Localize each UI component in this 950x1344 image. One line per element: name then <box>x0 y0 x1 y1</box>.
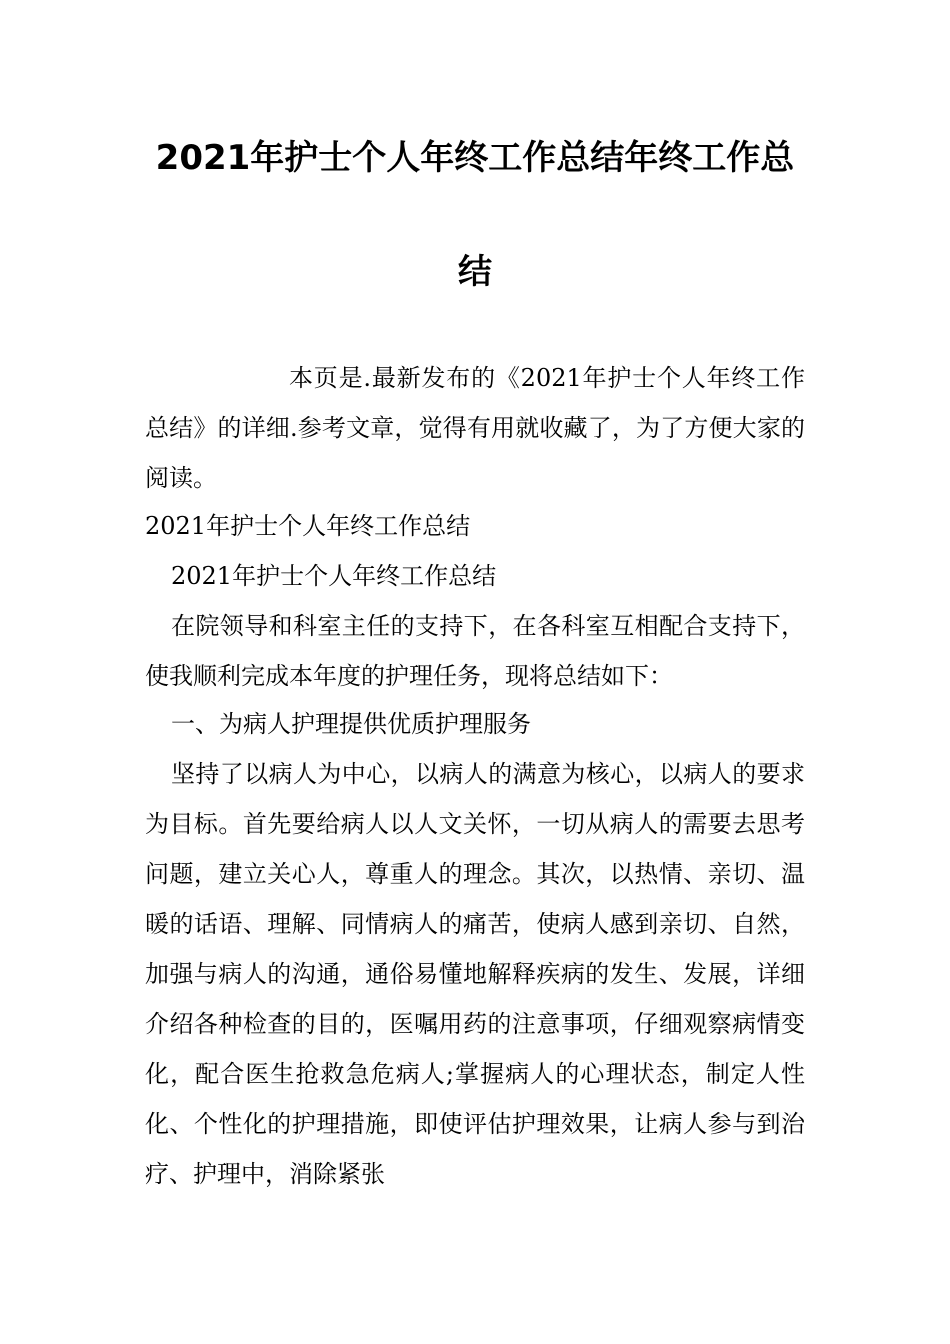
article-heading: 2021年护士个人年终工作总结 <box>145 512 471 540</box>
article-subheading: 2021年护士个人年终工作总结 <box>171 562 497 590</box>
care-paragraph: 坚持了以病人为中心，以病人的满意为核心，以病人的要求为目标。首先要给病人以人文关怀，一切从病人的需要去思考问题，建立关心人，尊重人的理念。其次，以热情、亲切、温暖的话语、理解、同情病人的痛苦，使病人感到亲切、自然，加强与病人的沟通，通俗易懂地解释疾病的发生、发展，详细介绍各种检查的目的，医嘱用药的注意事项，仔细观察病情变化，配合医生抢救急危病人;掌握病人的心理状态，制定人性化、个性化的护理措施，即使评估护理效果，让病人参与到治疗、护理中，消除紧张 <box>145 760 805 1188</box>
document-title-line-1: 2021年护士个人年终工作总结年终工作总 <box>155 138 795 178</box>
section-1-title: 一、为病人护理提供优质护理服务 <box>171 710 531 738</box>
support-paragraph: 在院领导和科室主任的支持下，在各科室互相配合支持下，使我顺利完成本年度的护理任务，现将总结如下： <box>145 612 805 690</box>
document-title-line-2: 结 <box>458 252 492 292</box>
intro-paragraph: 本页是.最新发布的《2021年护士个人年终工作总结》的详细.参考文章，觉得有用就收藏了，为了方便大家的阅读。 <box>145 364 805 492</box>
